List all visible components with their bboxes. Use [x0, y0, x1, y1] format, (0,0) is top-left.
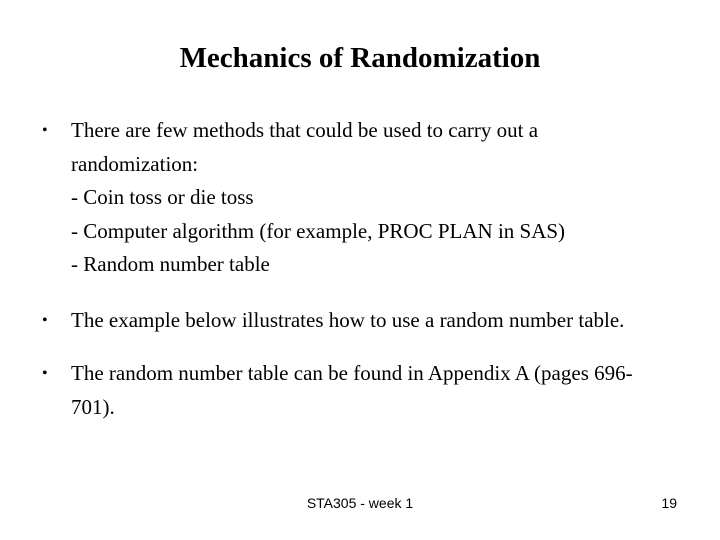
bullet-text-line: There are few methods that could be used to carry out a — [71, 118, 539, 142]
bullet-icon: • — [42, 311, 48, 329]
bullet-text-line: The random number table can be found in Appendix A (pages 696- — [71, 361, 633, 385]
bullet-icon: • — [42, 365, 48, 382]
bullet-icon: • — [42, 122, 48, 139]
footer-course-label: STA305 - week 1 — [306, 495, 414, 511]
sub-item-coin-toss: - Coin toss or die toss — [71, 185, 254, 209]
bullet-text-line: The example below illustrates how to use a random number table. — [71, 307, 625, 332]
bullet-item-methods — [0, 114, 720, 282]
sub-item-computer-algorithm: - Computer algorithm (for example, PROC PLAN in SAS) — [71, 218, 566, 243]
page-number: 19 — [661, 495, 677, 511]
bullet-item-example — [0, 304, 720, 338]
slide-title: Mechanics of Randomization — [179, 42, 541, 74]
sub-item-random-number-table: - Random number table — [71, 252, 270, 276]
bullet-text-line: randomization: — [71, 151, 199, 176]
bullet-list — [0, 114, 720, 424]
bullet-text-line: 701). — [71, 394, 115, 419]
bullet-item-appendix — [0, 357, 720, 424]
